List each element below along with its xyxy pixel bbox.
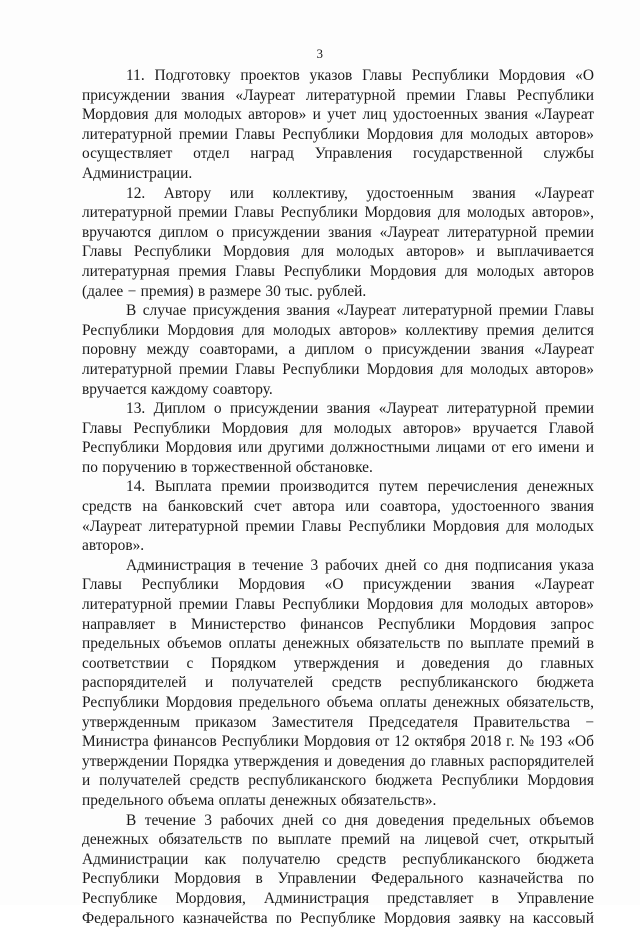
paragraph-collective-award: В случае присуждения звания «Лауреат литературной премии Главы Республики Мордовия для молодых авторов» коллективу премия делится поровну между соавторами, а диплом о присуждении звания «Лауреат литературной премии Главы Республики Мордовия для молодых авторов» вручается каждому соавтору. [82, 302, 594, 398]
page-number: 3 [316, 46, 324, 61]
paragraph-item-12: 12. Автору или коллективу, удостоенным звания «Лауреат литературной премии Главы Республики Мордовия для молодых авторов», вручаются диплом о присуждении звания «Лауреат литературной премии Главы Республики Мордовия для молодых авторов» и выплачивается литературная премия Главы Республики Мордовия для молодых авторов (далее − премия) в размере 30 тыс. рублей. [82, 184, 594, 300]
paragraph-funding-request: Администрация в течение 3 рабочих дней со дня подписания указа Главы Республики Мордовия «О присуждении звания «Лауреат литературной премии Главы Республики Мордовия для молодых авторов» направляет в Министерство финансов Республики Мордовия запрос предельных объемов оплаты денежных обязательств по выплате премий в соответствии с Порядком утверждения и доведения до главных распорядителей и получателей средств республиканского бюджета Республики Мордовия предельного объема оплаты денежных обязательств, утвержденным приказом Заместителя Председателя Правительства − Министра финансов Республики Мордовия от 12 октября 2018 г. № 193 «Об утверждении Порядка утверждения и доведения до главных распорядителей и получателей средств республиканского бюджета Республики Мордовия предельного объема оплаты денежных обязательств». [82, 556, 594, 809]
paragraph-payment-order: В течение 3 рабочих дней со дня доведения предельных объемов денежных обязательств по выплате премий на лицевой счет, открытый Администрации как получателю средств республиканского бюджета Республики Мордовия в Управлении Федерального казначейства по Республике Мордовия, Администрация представляет в Управление Федерального казначейства по Республике Мордовия заявку на кассовый [82, 811, 594, 927]
paragraph-item-13: 13. Диплом о присуждении звания «Лауреат литературной премии Главы Республики Мордовия для молодых авторов» вручается Главой Республики Мордовия или другими должностными лицами от его имени и по поручению в торжественной обстановке. [82, 400, 594, 476]
paragraph-item-11: 11. Подготовку проектов указов Главы Республики Мордовия «О присуждении звания «Лауреат литературной премии Главы Республики Мордовия для молодых авторов» и учет лиц удостоенных звания «Лауреат литературной премии Главы Республики Мордовия для молодых авторов» осуществляет отдел наград Управления государственной службы Администрации. [82, 67, 594, 182]
paragraph-item-14: 14. Выплата премии производится путем перечисления денежных средств на банковский счет автора или соавтора, удостоенного звания «Лауреат литературной премии Главы Республики Мордовия для молодых авторов». [82, 478, 594, 555]
document-body [82, 66, 594, 928]
